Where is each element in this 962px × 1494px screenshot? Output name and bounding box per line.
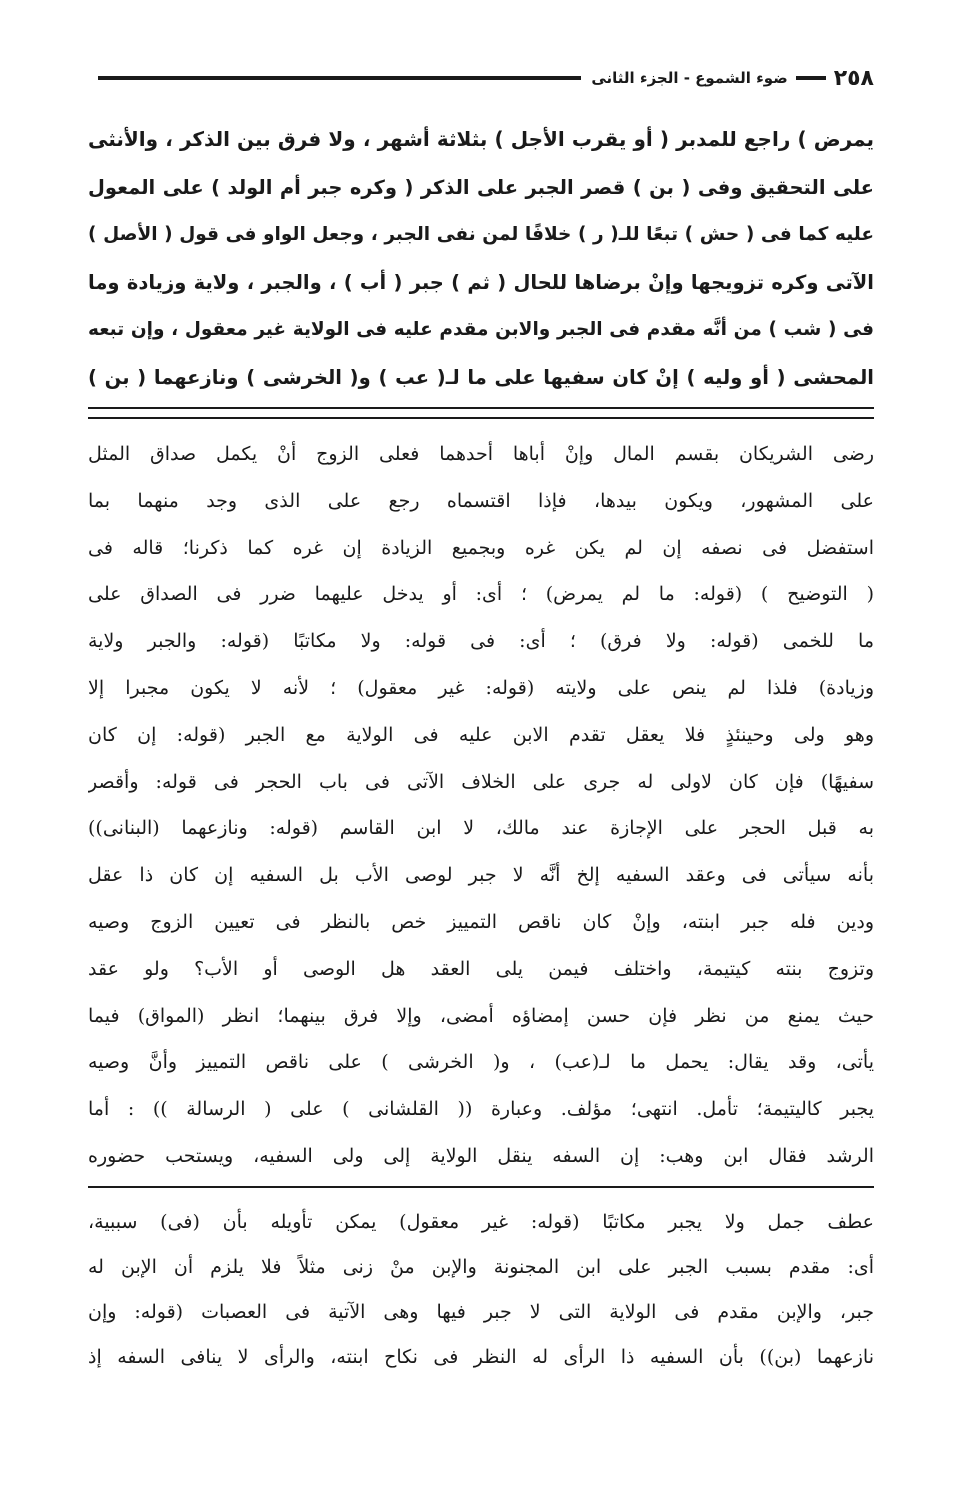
book-title: ضوء الشموع - الجزء الثانى (591, 69, 788, 87)
sharh-line: يأتى، وقد يقال: يحمل ما لـ(عب) ، و( الخرشى ) على ناقص التمييز وأنَّ وصيه (88, 1051, 874, 1074)
hashiya-text (88, 1200, 874, 1380)
sharh-line: ودين فله جبر ابنته، وإنْ كان ناقص التمييز خص بالنظر فى تعيين الزوج وصيه (88, 910, 874, 933)
header-dash-short (796, 76, 826, 80)
hashiya-line: نازعهما (بن)) بأن السفيه ذا الرأى له النظر فى نكاح ابنته، والرأى لا ينافى السفه إذ (88, 1345, 874, 1368)
header-rule (98, 76, 581, 80)
matn-separator (88, 407, 874, 419)
sharh-line: به قبل الحجر على الإجازة عند مالك، لا ابن القاسم (قوله: ونازعهما (البنانى)) (88, 817, 874, 840)
sharh-line: وتزوج بنته كيتيمة، واختلف فيمن يلى العقد هل الوصى أو الأب؟ ولو عقد (88, 957, 874, 980)
sharh-line: ( التوضيح ) (قوله: ما لم يمرض) ؛ أى: أو يدخل عليهما ضرر فى الصداق على (88, 583, 874, 606)
sharh-line: يجبر كاليتيمة؛ تأمل. انتهى؛ مؤلف. وعبارة (( القلشانى ) على ( الرسالة )) : أما (88, 1098, 874, 1121)
sharh-line: الرشد فقال ابن وهب: إن السفه ينقل الولاية إلى ولى السفيه، ويستحب حضوره (88, 1144, 874, 1167)
sharh-line: وهو ولى وحينئذٍ فلا يعقل تقدم الابن عليه فى الولاية مع الجبر (قوله: إن كان (88, 723, 874, 746)
sharh-line: وزيادة) فلذا لم ينص على ولايته (قوله: غير معقول) ؛ لأنه لا يكون مجبرا إلا (88, 676, 874, 699)
book-page (88, 60, 874, 1380)
hashiya-line: أى: مقدم بسبب الجبر على ابن المجنونة والإبن منْ زنى مثلاً فلا يلزم أن الإبن له (88, 1255, 874, 1278)
sharh-line: على المشهور، ويكون بيدها، فإذا اقتسماه رجع على الذى وجد منهما بما (88, 489, 874, 512)
sharh-line: سفيهًا) فإن كان لاولى له جرى على الخلاف الآتى فى باب الحجر فى قوله: وأقصر (88, 770, 874, 793)
sharh-line: حيث يمنع من نظر فإن حسن إمضاؤه أمضى، وإلا فرق بينهما؛ انظر (المواق) فيما (88, 1004, 874, 1027)
matn-text (88, 116, 874, 401)
sharh-line: استفضل فى نصفه إن لم يكن غره وبجميع الزيادة إن غره كما ذكرنا؛ قاله فى (88, 536, 874, 559)
matn-line: الآتى وكره تزويجها وإنْ برضاها للحال ( ثم ) جبر ( أب ) ، والجبر ، ولاية وزيادة وما (88, 270, 874, 294)
sharh-text (88, 431, 874, 1180)
matn-line: فى ( شب ) من أنَّه مقدم فى الجبر والابن مقدم عليه فى الولاية غير معقول ، وإن تبعه (88, 319, 874, 340)
running-header (88, 60, 874, 96)
footnote-separator (88, 1186, 874, 1188)
matn-line: يمرض ) راجع للمدبر ( أو يقرب الأجل ) بثلاثة أشهر ، ولا فرق بين الذكر ، والأنثى (88, 127, 874, 151)
sharh-line: بأنه سيأتى فى وعقد السفيه إلخ أنَّه لا جبر لوصى الأب بل السفيه إن كان ذا عقل (88, 864, 874, 887)
sharh-line: ما للخمى (قوله: ولا فرق) ؛ أى: فى قوله: ولا مكاتبًا (قوله: والجبر ولاية (88, 630, 874, 653)
hashiya-line: عطف جمل ولا يجبر مكاتبًا (قوله: غير معقول) يمكن تأويله بأن (فى) سببية، (88, 1210, 874, 1233)
hashiya-line: جبر، والإبن مقدم فى الولاية التى لا جبر فيها وهى الآتية فى العصبات (قوله: وإن (88, 1300, 874, 1323)
page-number: ٢٥٨ (833, 65, 874, 91)
matn-line: على التحقيق وفى ( بن ) قصر الجبر على الذكر ( وكره جبر أم الولد ) على المعول (88, 175, 874, 199)
matn-line: عليه كما فى ( حش ) تبعًا للـ( ر ) خلافًا لمن نفى الجبر ، وجعل الواو فى قول ( الأصل ) (88, 224, 874, 245)
matn-line: المحشى ( أو وليه ) إنْ كان سفيها على ما لـ( عب ) و( الخرشى ) ونازعهما ( بن ) (88, 365, 874, 389)
sharh-line: رضى الشريكان بقسم المال وإنْ أباها أحدهما فعلى الزوج أنْ يكمل صداق المثل (88, 443, 874, 465)
